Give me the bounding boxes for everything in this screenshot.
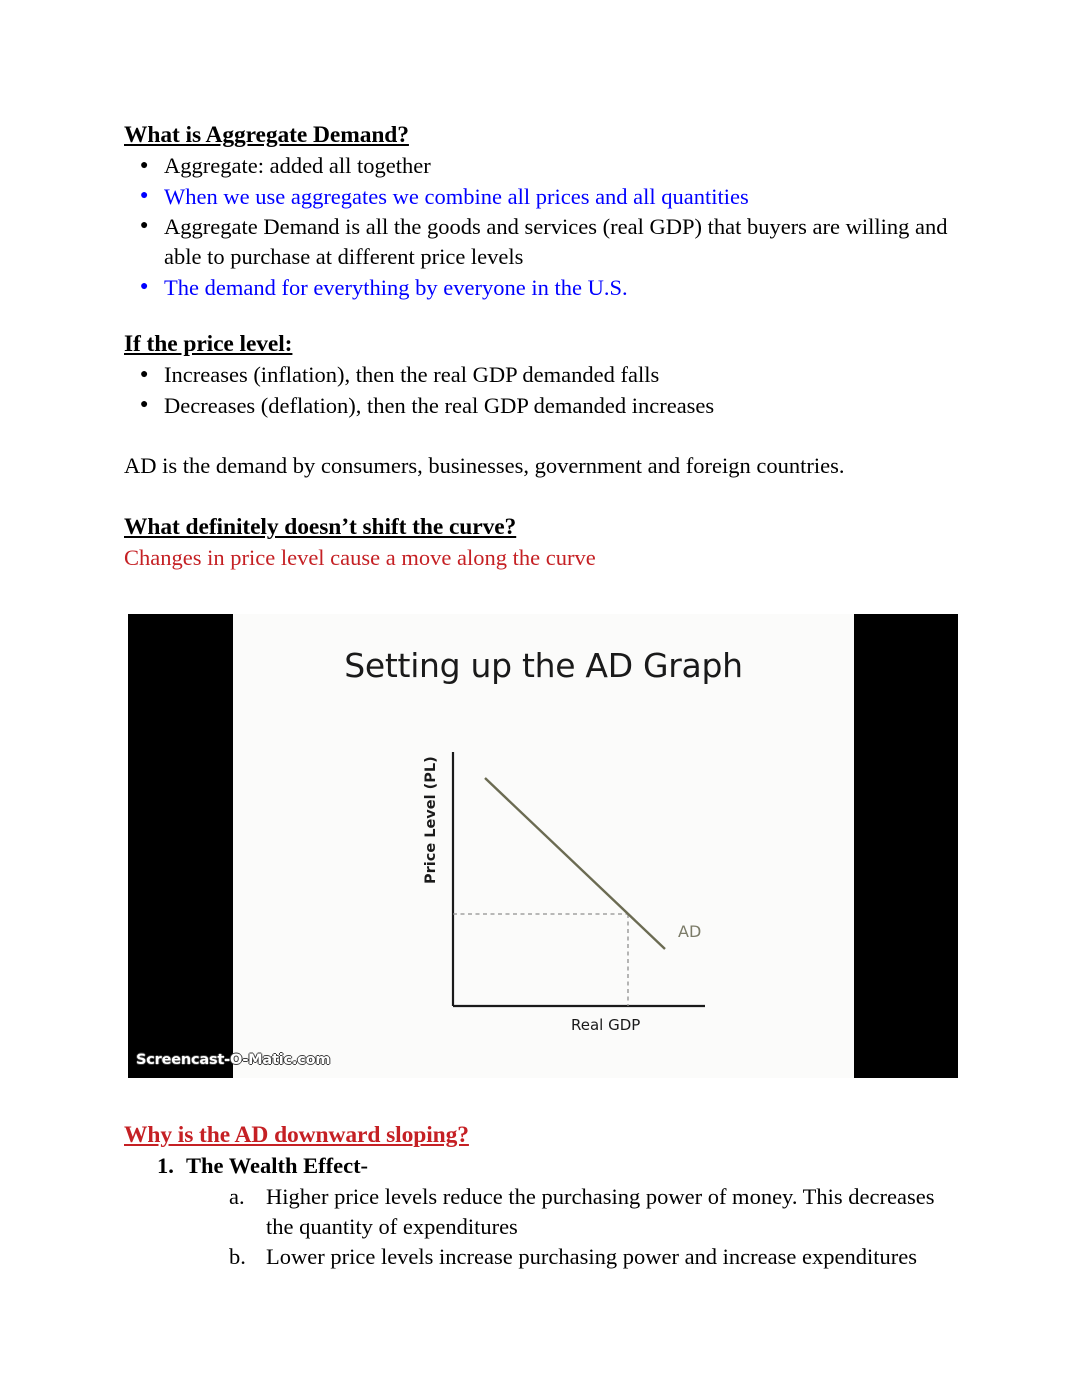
paragraph-ad-definition: AD is the demand by consumers, businesses, government and foreign countries. <box>124 453 845 479</box>
list-item <box>124 182 960 212</box>
list-item <box>124 273 960 303</box>
ad-graph-svg <box>393 744 813 1054</box>
bullet-list-aggregate-demand <box>124 151 960 303</box>
letterbox-bar-left <box>128 614 233 1078</box>
embedded-slide-image <box>128 614 958 1078</box>
heading-what-doesnt-shift-curve: What definitely doesn’t shift the curve? <box>124 513 517 540</box>
letterbox-bar-right <box>854 614 958 1078</box>
bullet-text: Aggregate: added all together <box>164 153 431 179</box>
bullet-text: Increases (inflation), then the real GDP demanded falls <box>164 362 660 388</box>
heading-why-ad-downward-sloping: Why is the AD downward sloping? <box>124 1122 469 1148</box>
list-item <box>124 1151 960 1273</box>
list-item <box>124 212 960 273</box>
list-item <box>124 391 960 421</box>
numbered-list-reasons <box>124 1151 960 1273</box>
list-marker: a. <box>229 1183 245 1209</box>
sub-list-wealth-effect <box>186 1182 960 1273</box>
bullet-text: The demand for everything by everyone in the U.S. <box>164 274 628 300</box>
ad-graph <box>393 744 813 1054</box>
y-axis-label: Price Level (PL) <box>423 756 439 884</box>
spacer <box>124 303 960 329</box>
list-item-label: The Wealth Effect- <box>186 1153 369 1179</box>
spacer <box>124 421 960 451</box>
red-note-price-level-move: Changes in price level cause a move along the curve <box>124 544 596 570</box>
list-item <box>124 360 960 390</box>
screencast-watermark: Screencast-O-Matic.com <box>136 1052 331 1068</box>
ad-curve-line <box>485 778 665 949</box>
heading-what-is-aggregate-demand: What is Aggregate Demand? <box>124 122 409 148</box>
bullet-text: When we use aggregates we combine all prices and all quantities <box>164 183 749 209</box>
slide-canvas <box>233 614 854 1078</box>
list-marker: b. <box>229 1244 246 1270</box>
sub-item-text: Lower price levels increase purchasing power and increase expenditures <box>266 1244 917 1270</box>
document-content-bottom <box>124 1120 960 1273</box>
heading-if-the-price-level: If the price level: <box>124 331 293 358</box>
sub-item-text: Higher price levels reduce the purchasing power of money. This decreases the quantity of expenditures <box>266 1183 935 1239</box>
bullet-list-price-level <box>124 360 960 421</box>
list-item <box>221 1182 960 1243</box>
x-axis-label: Real GDP <box>571 1016 641 1034</box>
ad-curve-label: AD <box>678 922 702 941</box>
document-content <box>124 120 960 573</box>
bullet-text: Decreases (deflation), then the real GDP demanded increases <box>164 392 715 418</box>
list-item <box>221 1242 960 1272</box>
spacer <box>124 482 960 512</box>
list-item <box>124 151 960 181</box>
bullet-text: Aggregate Demand is all the goods and services (real GDP) that buyers are willing and able to purchase at different price levels <box>164 213 948 270</box>
list-marker: 1. <box>157 1153 174 1179</box>
slide-title: Setting up the AD Graph <box>344 646 743 685</box>
